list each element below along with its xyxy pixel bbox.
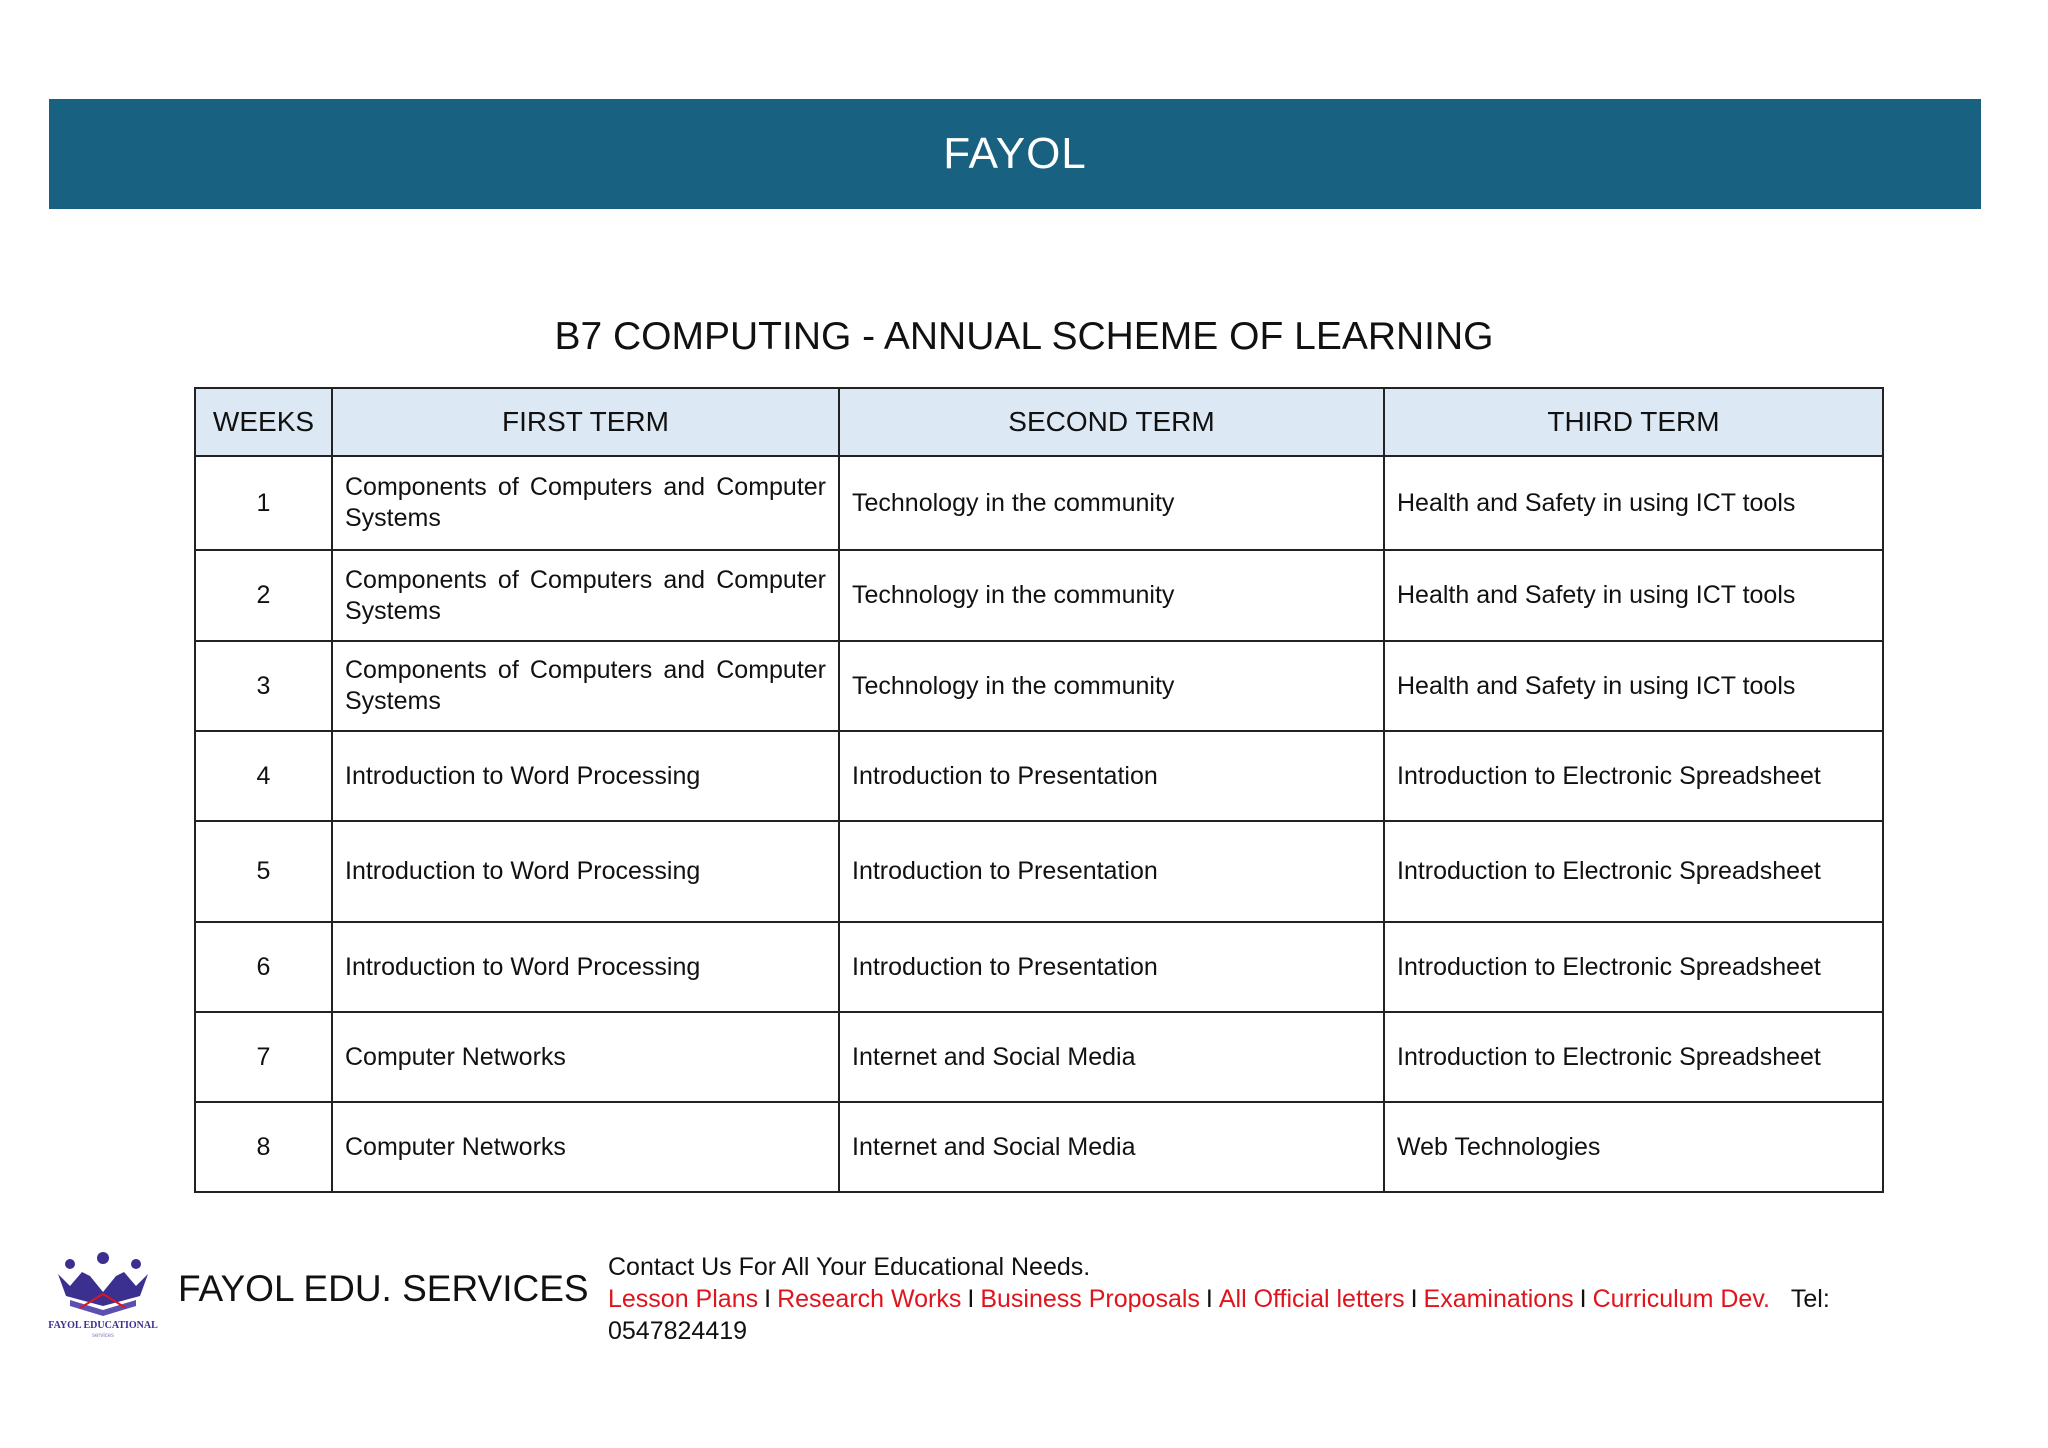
table-row (195, 731, 1883, 821)
reading-people-icon (40, 1250, 166, 1340)
fayol-logo (40, 1250, 166, 1340)
second-term-cell: Technology in the community (839, 641, 1384, 731)
footer-contact (608, 1251, 1898, 1347)
second-term-cell: Introduction to Presentation (839, 821, 1384, 922)
header-second-term: SECOND TERM (839, 388, 1384, 456)
services-line (608, 1283, 1898, 1315)
third-term-cell: Introduction to Electronic Spreadsheet (1384, 922, 1883, 1012)
document-title: B7 COMPUTING - ANNUAL SCHEME OF LEARNING (554, 315, 1494, 358)
table-row (195, 550, 1883, 641)
service-curriculum-dev: Curriculum Dev. (1592, 1285, 1770, 1313)
service-examinations: Examinations (1423, 1285, 1574, 1313)
week-number: 7 (195, 1012, 332, 1102)
service-official-letters: All Official letters (1218, 1285, 1405, 1313)
separator: I (1579, 1285, 1587, 1313)
first-term-cell: Computer Networks (332, 1012, 839, 1102)
second-term-cell: Internet and Social Media (839, 1102, 1384, 1192)
footer-brand: FAYOL EDU. SERVICES (178, 1268, 589, 1309)
table-row (195, 1102, 1883, 1192)
third-term-cell: Web Technologies (1384, 1102, 1883, 1192)
banner-title: FAYOL (943, 129, 1087, 178)
header-weeks: WEEKS (195, 388, 332, 456)
first-term-cell: Introduction to Word Processing (332, 731, 839, 821)
first-term-cell: Introduction to Word Processing (332, 821, 839, 922)
table-row (195, 641, 1883, 731)
week-number: 5 (195, 821, 332, 922)
first-term-cell: Components of Computers and Computer Systems (332, 456, 839, 550)
contact-line: Contact Us For All Your Educational Needs. (608, 1253, 1091, 1281)
tel-number: 0547824419 (608, 1317, 748, 1345)
week-number: 8 (195, 1102, 332, 1192)
second-term-cell: Technology in the community (839, 550, 1384, 641)
svg-text:FAYOL EDUCATIONAL: FAYOL EDUCATIONAL (48, 1320, 158, 1331)
service-lesson-plans: Lesson Plans (608, 1285, 759, 1313)
separator: I (1410, 1285, 1418, 1313)
header-first-term: FIRST TERM (332, 388, 839, 456)
table-header-row (195, 388, 1883, 456)
second-term-cell: Technology in the community (839, 456, 1384, 550)
svg-text:services: services (91, 1333, 115, 1339)
third-term-cell: Health and Safety in using ICT tools (1384, 456, 1883, 550)
first-term-cell: Components of Computers and Computer Systems (332, 641, 839, 731)
third-term-cell: Health and Safety in using ICT tools (1384, 550, 1883, 641)
separator: I (967, 1285, 975, 1313)
first-term-cell: Components of Computers and Computer Systems (332, 550, 839, 641)
first-term-cell: Introduction to Word Processing (332, 922, 839, 1012)
first-term-cell: Computer Networks (332, 1102, 839, 1192)
second-term-cell: Introduction to Presentation (839, 731, 1384, 821)
service-business-proposals: Business Proposals (980, 1285, 1200, 1313)
separator: I (764, 1285, 772, 1313)
week-number: 6 (195, 922, 332, 1012)
service-research-works: Research Works (777, 1285, 962, 1313)
week-number: 3 (195, 641, 332, 731)
table-row (195, 456, 1883, 550)
separator: I (1205, 1285, 1213, 1313)
third-term-cell: Introduction to Electronic Spreadsheet (1384, 821, 1883, 922)
second-term-cell: Internet and Social Media (839, 1012, 1384, 1102)
header-third-term: THIRD TERM (1384, 388, 1883, 456)
scheme-table (194, 387, 1884, 1193)
week-number: 4 (195, 731, 332, 821)
third-term-cell: Health and Safety in using ICT tools (1384, 641, 1883, 731)
tel-label: Tel: (1790, 1285, 1830, 1313)
week-number: 1 (195, 456, 332, 550)
banner (49, 99, 1981, 209)
table-row (195, 821, 1883, 922)
week-number: 2 (195, 550, 332, 641)
second-term-cell: Introduction to Presentation (839, 922, 1384, 1012)
third-term-cell: Introduction to Electronic Spreadsheet (1384, 731, 1883, 821)
third-term-cell: Introduction to Electronic Spreadsheet (1384, 1012, 1883, 1102)
table-row (195, 1012, 1883, 1102)
table-row (195, 922, 1883, 1012)
